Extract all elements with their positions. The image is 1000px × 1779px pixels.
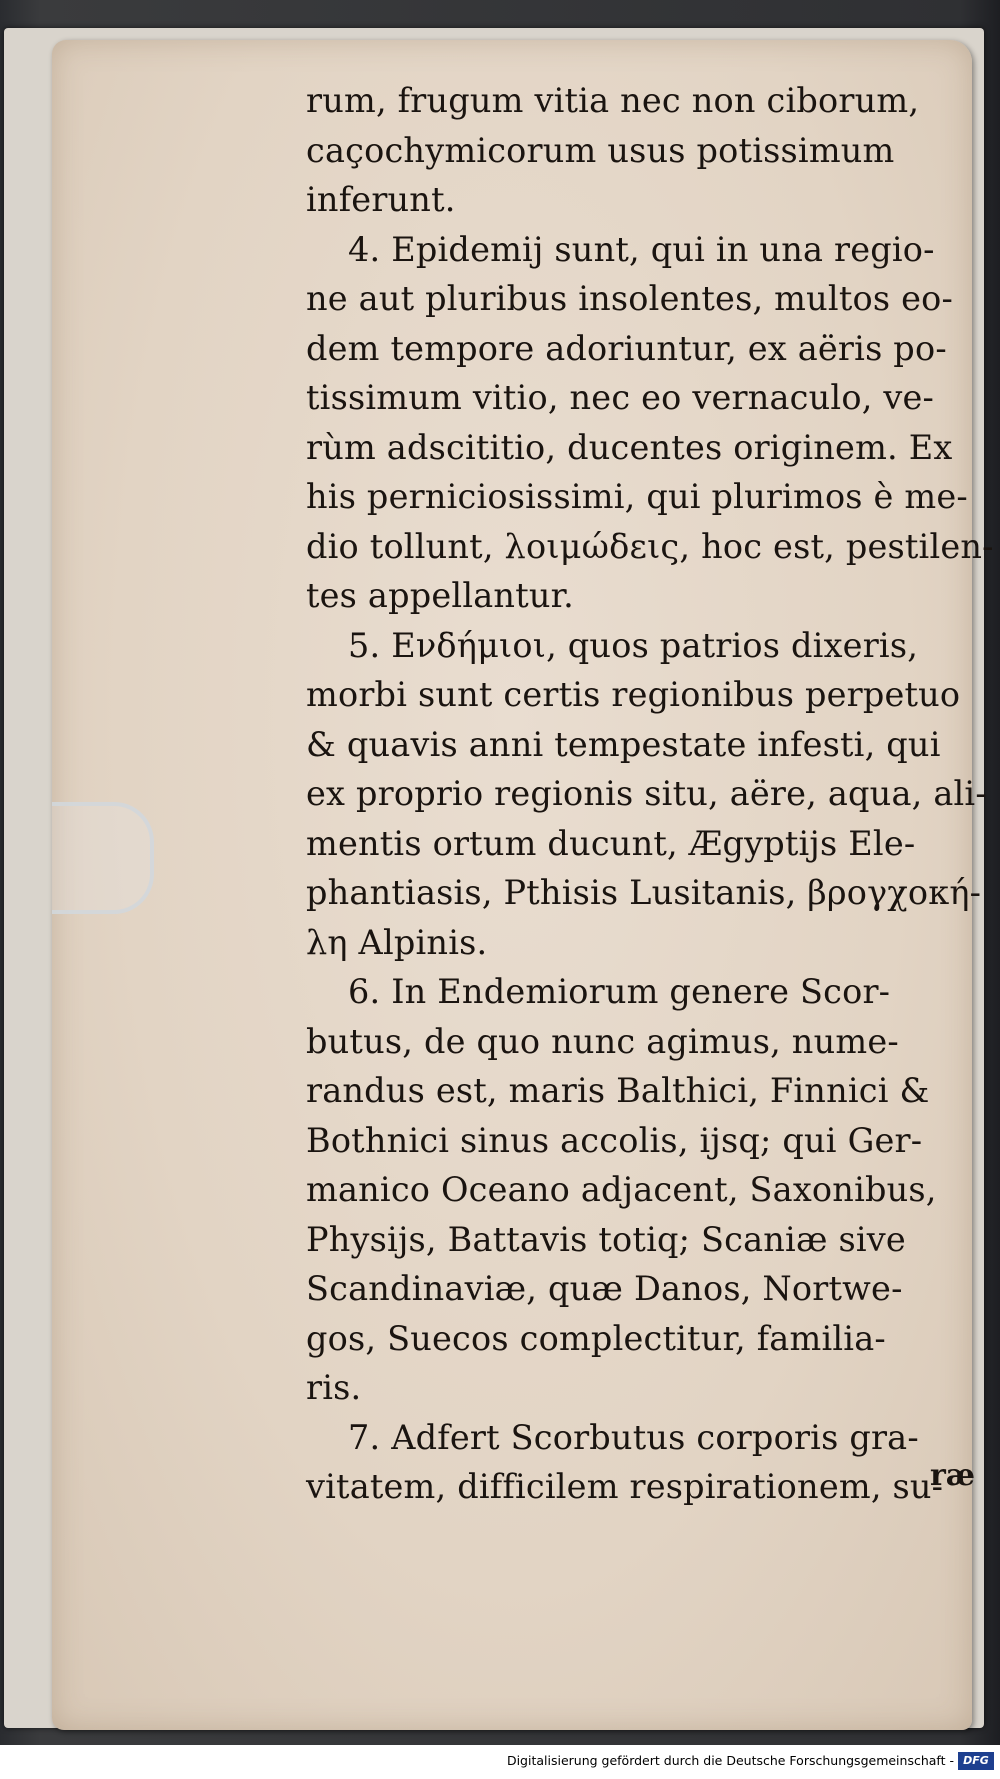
dfg-logo: DFG	[958, 1752, 994, 1770]
page-text	[306, 76, 994, 1512]
text-line: vitatem, difficilem respirationem, su-	[306, 1467, 944, 1506]
text-line: inferunt.	[306, 180, 456, 219]
text-line: ex proprio regionis situ, aëre, aqua, ali-	[306, 774, 987, 813]
text-line: Physijs, Battavis totiq; Scaniæ sive	[306, 1219, 906, 1259]
text-line: Bothnici sinus accolis, ijsq; qui Ger-	[306, 1120, 923, 1160]
text-line: dio tollunt, λοιμώδεις, hoc est, pestilen-	[306, 526, 994, 566]
text-line: dem tempore adoriuntur, ex aëris po-	[306, 328, 947, 368]
catchword: ræ	[930, 1458, 976, 1493]
paragraph-4-start: 4. Epidemij sunt, qui in una regio-	[348, 229, 935, 269]
text-line: his perniciosissimi, qui plurimos è me-	[306, 477, 968, 516]
paragraph-5-start: 5. Ενδήμιοι, quos patrios dixeris,	[348, 625, 919, 665]
text-line: & quavis anni tempestate infesti, qui	[306, 724, 941, 764]
text-line: manico Oceano adjacent, Saxonibus,	[306, 1170, 937, 1209]
text-line: rum, frugum vitia nec non ciborum,	[306, 81, 920, 120]
paragraph-6-start: 6. In Endemiorum genere Scor-	[348, 972, 891, 1011]
paragraph-7-start: 7. Adfert Scorbutus corporis gra-	[348, 1417, 919, 1457]
text-line: tissimum vitio, nec eo vernaculo, ve-	[306, 378, 935, 417]
page-clip	[52, 802, 154, 914]
text-line: ne aut pluribus insolentes, multos eo-	[306, 279, 954, 318]
text-line: gos, Suecos complectitur, familia-	[306, 1318, 886, 1358]
text-line: λη Alpinis.	[306, 922, 488, 962]
text-line: randus est, maris Balthici, Finnici &	[306, 1071, 930, 1110]
text-line: butus, de quo nunc agimus, nume-	[306, 1021, 899, 1061]
text-line: morbi sunt certis regionibus perpetuo	[306, 675, 961, 714]
text-line: mentis ortum ducunt, Ægyptijs Ele-	[306, 823, 916, 863]
text-line: caçochymicorum usus potissimum	[306, 130, 895, 170]
footer-bar	[0, 1745, 1000, 1779]
text-line: Scandinaviæ, quæ Danos, Nortwe-	[306, 1269, 903, 1308]
text-line: phantiasis, Pthisis Lusitanis, βρογχοκή-	[306, 873, 982, 912]
text-line: rùm adscititio, ducentes originem. Ex	[306, 427, 953, 467]
text-line: ris.	[306, 1368, 362, 1407]
footer-credit: Digitalisierung gefördert durch die Deutsche Forschungsgemeinschaft -	[506, 1753, 954, 1768]
text-line: tes appellantur.	[306, 576, 575, 615]
